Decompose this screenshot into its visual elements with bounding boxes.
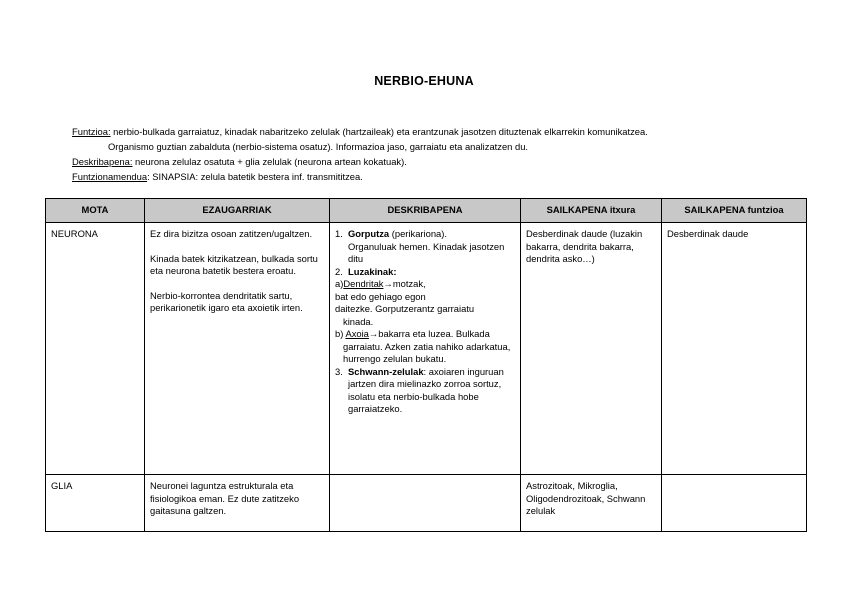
dendritak-label: Dendritak [343, 278, 384, 289]
cell-glia-mota [46, 475, 145, 532]
funtzionamendua-text: : SINAPSIA: zelula batetik bestera inf. transmititzea. [147, 171, 363, 182]
schwann-label: Schwann-zelulak [348, 365, 424, 377]
cell-neurona-sailkapena-itxura [521, 223, 662, 475]
neurona-ezaugarria-1: Ez dira bizitza osoan zatitzen/ugaltzen. [150, 228, 313, 239]
glia-deskribapena-text [330, 475, 520, 484]
item-number-1: 1. [335, 228, 343, 239]
cell-glia-sailkapena-itxura [521, 475, 662, 532]
dendritak-line [335, 278, 515, 291]
intro-section [72, 124, 648, 184]
table-row-glia [46, 475, 807, 532]
cell-neurona-deskribapena [330, 223, 521, 475]
funtzioa-label: Funtzioa: [72, 126, 111, 137]
dendritak-line3: daitezke. Gorputzerantz garraiatu [335, 303, 475, 314]
deskribapena-text: neurona zelulaz osatuta + glia zelulak (neurona artean kokatuak). [132, 156, 407, 167]
glia-funtzioa-text [662, 475, 806, 484]
header-ezaugarriak: EZAUGARRIAK [145, 199, 330, 223]
neurona-mota-text: NEURONA [51, 228, 98, 239]
cell-glia-sailkapena-funtzioa [662, 475, 807, 532]
glia-itxura-text: Astrozitoak, Mikroglia, Oligodendrozitoak, Schwann zelulak [526, 480, 646, 516]
dendritak-line4: kinada. [343, 315, 374, 327]
neurona-ezaugarria-3: Nerbio-korrontea dendritatik sartu, perikarionetik igaro eta axoietik irten. [150, 289, 303, 313]
schwann-text: : axoiaren inguruan jartzen dira mielinazko zorroa sortuz, isolatu eta nerbio-bulkada hobe garraiatzeko. [348, 365, 504, 414]
deskribapena-line [72, 154, 648, 169]
gorputza-text: (perikariona). [389, 228, 447, 239]
funtzionamendua-line [72, 169, 648, 184]
schwann-item [335, 366, 515, 416]
header-deskribapena: DESKRIBAPENA [330, 199, 521, 223]
axoia-line [335, 328, 515, 366]
a-prefix: a) [335, 278, 344, 289]
cell-glia-deskribapena [330, 475, 521, 532]
nerbio-ehuna-table [45, 198, 807, 532]
gorputza-label: Gorputza [348, 228, 390, 239]
funtzionamendua-label: Funtzionamendua [72, 171, 148, 182]
cell-glia-ezaugarriak [145, 475, 330, 532]
neurona-funtzioa-text: Desberdinak daude [667, 228, 749, 239]
glia-mota-text: GLIA [51, 480, 73, 491]
funtzioa-text: nerbio-bulkada garraiatuz, kinadak nabaritzeko zelulak (hartzaileak) eta erantzunak jasotzen dituztenak elkarrekin komunikatzea. [110, 126, 648, 137]
header-sailkapena-itxura: SAILKAPENA itxura [521, 199, 662, 223]
funtzioa-line [72, 124, 648, 139]
cell-neurona-ezaugarriak [145, 223, 330, 475]
axoia-text: →bakarra eta luzea. Bulkada garraiatu. Azken zatia nahiko adarkatua, hurrengo zelulan bukatu. [343, 328, 511, 364]
axoia-label: Axoia [345, 328, 369, 339]
deskribapena-label: Deskribapena: [72, 156, 133, 167]
glia-ezaugarriak-text: Neuronei laguntza estrukturala eta fisiologikoa eman. Ez dute zatitzeko gaitasuna galtzen. [150, 480, 300, 516]
gorputza-line2: Organuluak hemen. Kinadak jasotzen ditu [348, 240, 505, 264]
header-sailkapena-funtzioa: SAILKAPENA funtzioa [662, 199, 807, 223]
luzakinak-item [335, 266, 515, 279]
luzakinak-label: Luzakinak: [348, 265, 397, 277]
page-title: NERBIO-EHUNA [374, 74, 474, 88]
cell-neurona-mota [46, 223, 145, 475]
dendritak-line2: bat edo gehiago egon [335, 290, 426, 302]
funtzioa-line2: Organismo guztian zabalduta (nerbio-sistema osatuz). Informazioa jaso, garraiatu eta analizatzen du. [108, 141, 529, 152]
cell-neurona-sailkapena-funtzioa [662, 223, 807, 475]
neurona-itxura-text: Desberdinak daude (luzakin bakarra, dendrita bakarra, dendrita asko…) [526, 228, 643, 264]
b-prefix: b) [335, 328, 346, 339]
header-mota: MOTA [46, 199, 145, 223]
neurona-ezaugarria-2: Kinada batek kitzikatzean, bulkada sortu eta neurona batetik bestera eroatu. [150, 252, 318, 276]
gorputza-item [335, 228, 515, 241]
item-number-2: 2. [335, 265, 343, 277]
table-row-neurona [46, 223, 807, 475]
table-header-row [46, 199, 807, 223]
dendritak-text: →motzak, [383, 278, 426, 289]
item-number-3: 3. [335, 365, 343, 377]
